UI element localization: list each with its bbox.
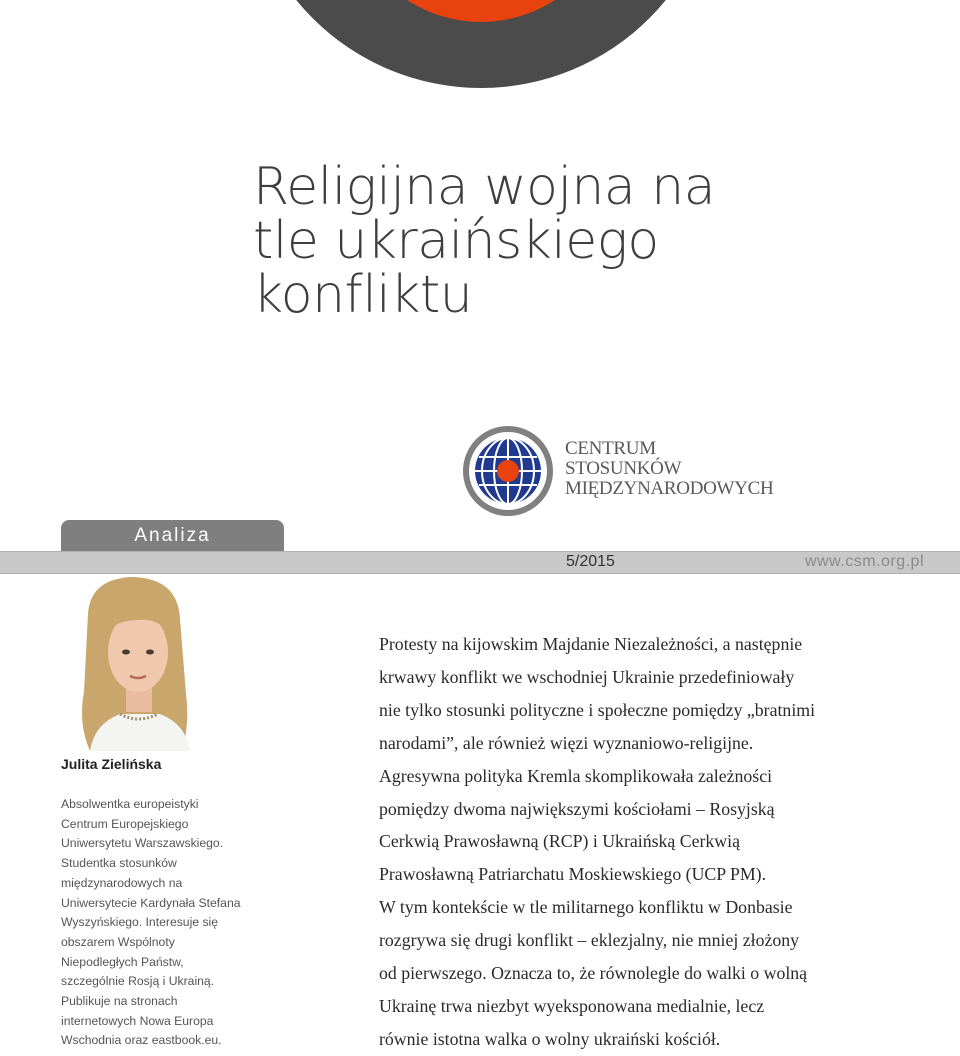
decorative-circle: [243, 0, 719, 88]
body-line: W tym kontekście w tle militarnego konfliktu w Donbasie: [379, 897, 793, 918]
globe-logo-icon: [462, 425, 554, 517]
title-line: tle ukraińskiego: [253, 211, 659, 271]
author-bio: [61, 795, 251, 1051]
issue-number: 5/2015: [566, 553, 615, 570]
bio-line: Absolwentka europeistyki: [61, 797, 199, 811]
body-line: pomiędzy dwoma największymi kościołami – Rosyjską: [379, 798, 775, 819]
bio-line: Centrum Europejskiego: [61, 816, 189, 831]
author-photo: [70, 574, 208, 751]
bio-line: Niepodległych Państw,: [61, 954, 184, 969]
bio-line: międzynarodowych na: [61, 875, 183, 890]
decorative-orange-shape: [346, 0, 616, 22]
article-lead: [379, 628, 849, 1056]
body-line: Prawosławną Patriarchatu Moskiewskiego (UCP PM).: [379, 864, 767, 885]
logo-line: STOSUNKÓW: [565, 458, 682, 479]
logo-text: [565, 439, 773, 499]
bio-line: szczególnie Rosją i Ukrainą.: [61, 974, 215, 989]
body-line: Protesty na kijowskim Majdanie Niezależności, a następnie: [379, 634, 803, 654]
body-line: od pierwszego. Oznacza to, że równolegle do walki o wolną: [379, 963, 808, 984]
body-line: Agresywna polityka Kremla skomplikowała zależności: [379, 765, 773, 786]
body-line: krwawy konflikt we wschodniej Ukrainie przedefiniowały: [379, 666, 795, 687]
logo-line: MIĘDZYNARODOWYCH: [565, 478, 774, 499]
body-line: rozgrywa się drugi konflikt – eklezjalny, nie mniej złożony: [379, 930, 800, 951]
bio-line: Uniwersytecie Kardynała Stefana: [61, 895, 241, 910]
body-line: narodami”, ale również więzi wyznaniowo-religijne.: [379, 732, 754, 753]
bio-line: Uniwersytetu Warszawskiego.: [61, 836, 224, 851]
page-title: [253, 157, 853, 325]
body-line: Ukrainę trwa niezbyt wyeksponowana medialnie, lecz: [379, 995, 765, 1016]
title-line: konfliktu: [253, 265, 473, 325]
bio-line: Studentka stosunków: [61, 856, 177, 871]
bio-line: Wschodnia oraz eastbook.eu.: [61, 1033, 222, 1048]
body-line: nie tylko stosunki polityczne i społeczne pomiędzy „bratnimi: [379, 699, 816, 720]
body-line: równie istotna walka o wolny ukraiński kościół.: [379, 1028, 721, 1049]
author-name: Julita Zielińska: [61, 756, 162, 772]
title-line: Religijna wojna na: [253, 157, 716, 217]
website-url[interactable]: www.csm.org.pl: [804, 553, 924, 570]
csm-logo: [462, 425, 772, 517]
analysis-tab-label: Analiza: [61, 520, 284, 552]
body-line: Cerkwią Prawosławną (RCP) i Ukraińską Cerkwią: [379, 831, 740, 852]
bio-line: Publikuje na stronach: [61, 994, 178, 1009]
bio-line: obszarem Wspólnoty: [61, 934, 175, 949]
logo-line: CENTRUM: [565, 438, 656, 459]
bio-line: Wyszyńskiego. Interesuje się: [61, 915, 219, 930]
bio-line: internetowych Nowa Europa: [61, 1013, 214, 1028]
